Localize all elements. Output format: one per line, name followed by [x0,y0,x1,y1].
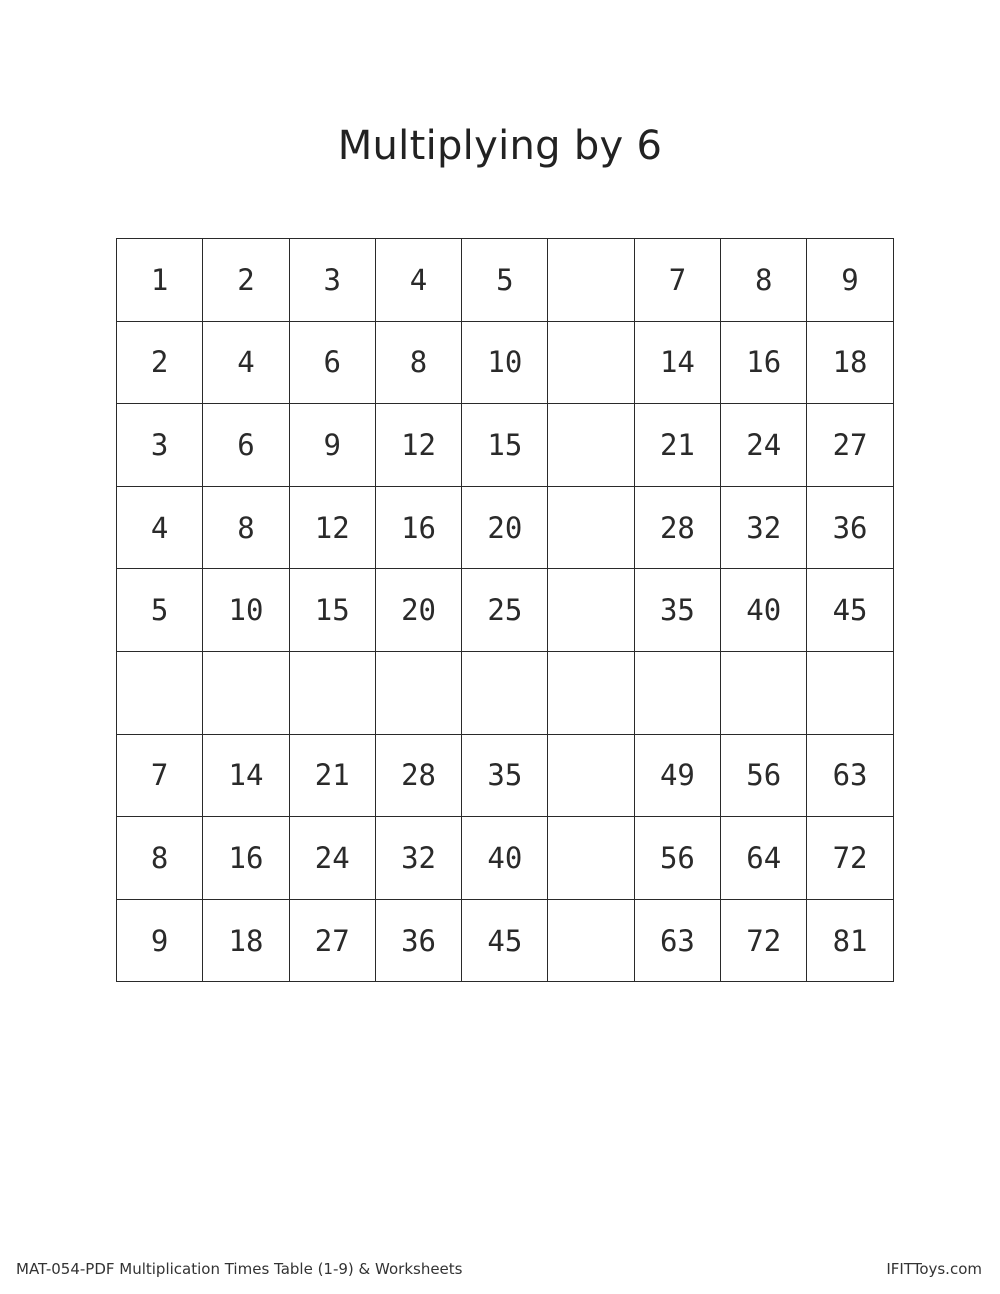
table-cell: 21 [289,734,375,817]
table-cell: 5 [117,569,203,652]
table-cell: 18 [203,899,289,982]
table-cell: 16 [375,486,461,569]
table-cell: 24 [721,404,807,487]
footer-site-name: IFITToys.com [886,1260,982,1278]
table-cell: 14 [634,321,720,404]
table-cell: 63 [634,899,720,982]
table-row [117,239,894,322]
table-cell: 27 [289,899,375,982]
table-cell: 2 [203,239,289,322]
table-cell: 12 [375,404,461,487]
table-cell: 14 [203,734,289,817]
table-row [117,734,894,817]
table-cell: 16 [721,321,807,404]
table-cell: 10 [462,321,548,404]
table-cell: 36 [375,899,461,982]
table-cell: 45 [462,899,548,982]
table-cell: 2 [117,321,203,404]
table-cell: 20 [375,569,461,652]
page-title: Multiplying by 6 [337,122,663,169]
table-cell [548,817,634,900]
table-cell: 27 [807,404,893,487]
table-cell [289,651,375,734]
table-cell: 12 [289,486,375,569]
table-row [117,321,894,404]
table-cell [721,651,807,734]
table-body [117,239,894,982]
table-cell [548,404,634,487]
table-cell: 9 [807,239,893,322]
table-row [117,404,894,487]
table-cell [548,321,634,404]
table-cell: 9 [289,404,375,487]
table-cell: 56 [721,734,807,817]
table-cell: 15 [289,569,375,652]
table-cell: 16 [203,817,289,900]
table-cell: 1 [117,239,203,322]
table-cell: 40 [721,569,807,652]
table-cell: 35 [462,734,548,817]
table-row [117,569,894,652]
table-cell: 4 [117,486,203,569]
table-row [117,899,894,982]
table-cell: 8 [375,321,461,404]
table-cell: 32 [375,817,461,900]
table-cell: 72 [721,899,807,982]
table-cell: 10 [203,569,289,652]
table-cell [634,651,720,734]
table-cell: 6 [289,321,375,404]
table-cell: 40 [462,817,548,900]
table-cell: 3 [289,239,375,322]
table-cell: 18 [807,321,893,404]
table-cell: 7 [634,239,720,322]
multiplication-table [116,238,894,982]
table-cell: 24 [289,817,375,900]
table-cell: 28 [375,734,461,817]
table-cell [548,569,634,652]
table-cell [548,734,634,817]
table-cell: 28 [634,486,720,569]
table-cell [203,651,289,734]
table-cell: 5 [462,239,548,322]
table-cell: 4 [375,239,461,322]
table-cell: 21 [634,404,720,487]
table-cell: 20 [462,486,548,569]
table-cell [117,651,203,734]
table-cell: 56 [634,817,720,900]
table-cell: 35 [634,569,720,652]
table-cell: 45 [807,569,893,652]
table-cell: 8 [117,817,203,900]
table-row [117,817,894,900]
table-cell [462,651,548,734]
table-cell: 63 [807,734,893,817]
footer-document-label: MAT-054-PDF Multiplication Times Table (1-9) & Worksheets [16,1260,463,1278]
table-cell: 8 [721,239,807,322]
table-row [117,651,894,734]
table-row [117,486,894,569]
table-cell [548,239,634,322]
table-cell: 81 [807,899,893,982]
table-cell: 25 [462,569,548,652]
table-cell: 8 [203,486,289,569]
table-cell [548,899,634,982]
table-cell: 72 [807,817,893,900]
table-cell: 49 [634,734,720,817]
table-cell: 4 [203,321,289,404]
table-cell [548,651,634,734]
table-cell: 3 [117,404,203,487]
table-cell [548,486,634,569]
table-cell: 36 [807,486,893,569]
table-cell: 64 [721,817,807,900]
table-cell: 9 [117,899,203,982]
table-cell [375,651,461,734]
table-cell: 15 [462,404,548,487]
table-cell: 7 [117,734,203,817]
table-cell: 32 [721,486,807,569]
table-cell [807,651,893,734]
table-cell: 6 [203,404,289,487]
